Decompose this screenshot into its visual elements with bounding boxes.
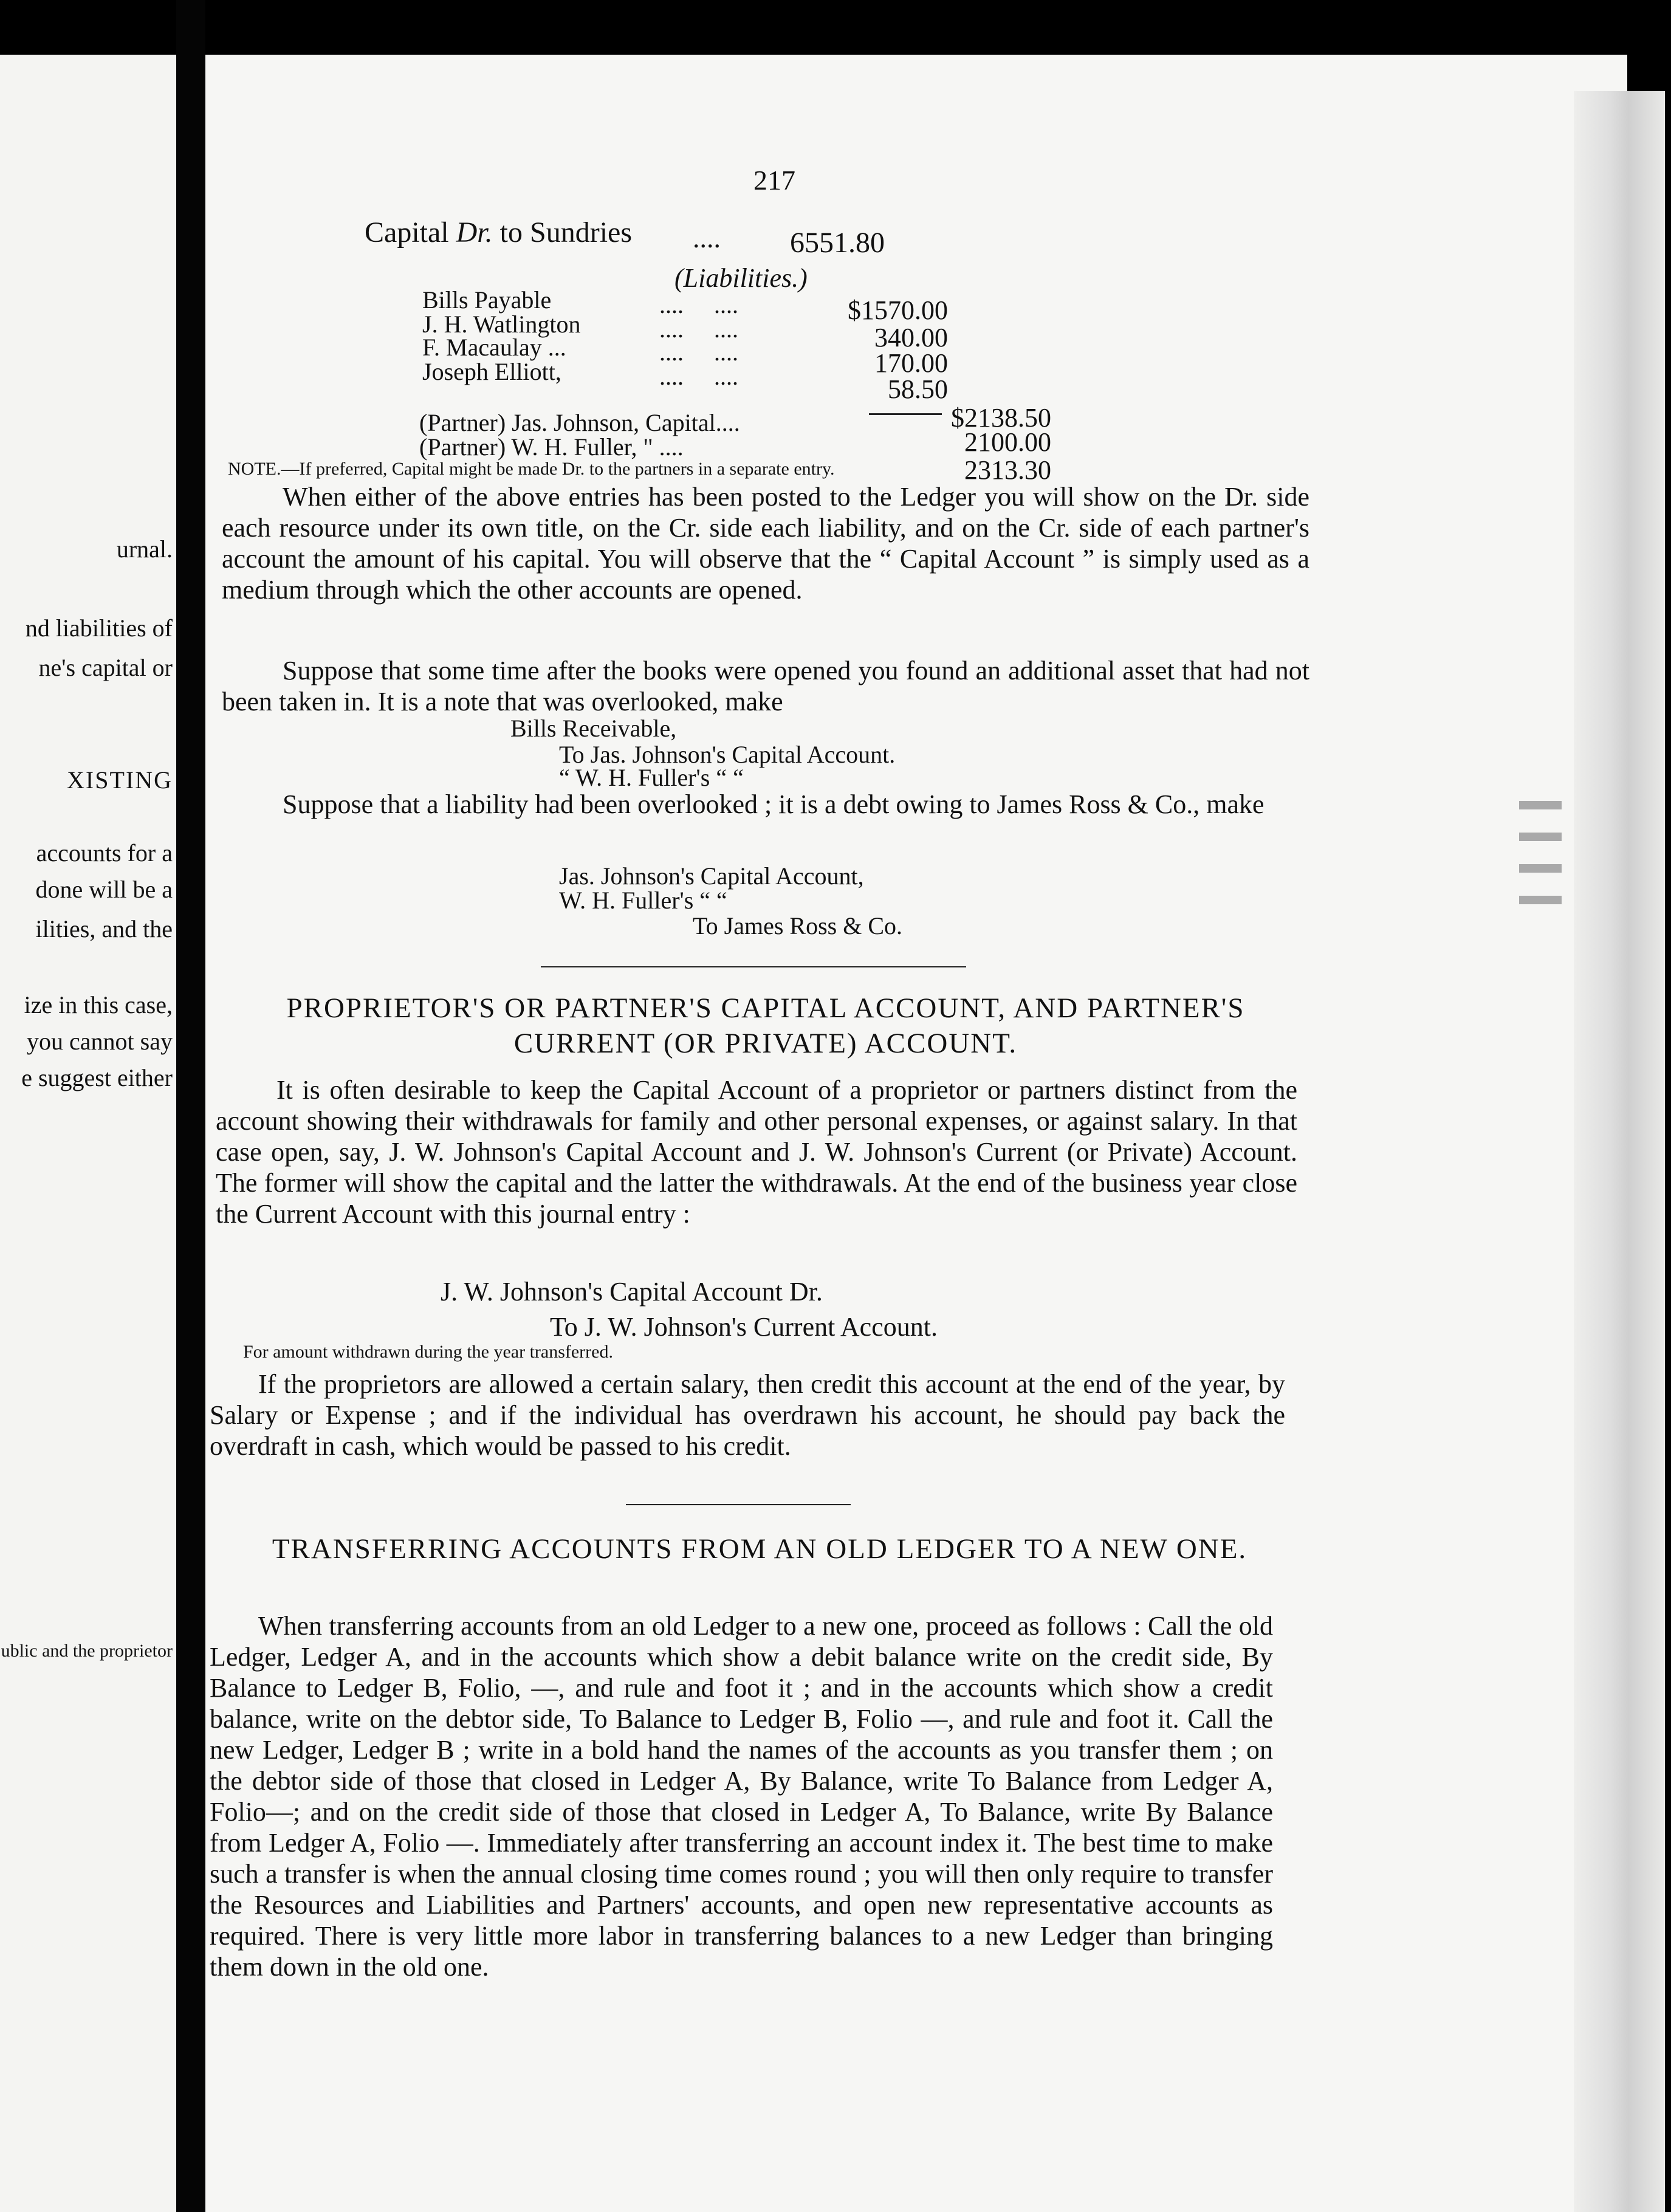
leader-dots: .... .... bbox=[659, 291, 738, 318]
liability-name: F. Macaulay ... bbox=[422, 334, 566, 361]
entry1-note: NOTE.—If preferred, Capital might be made Dr. to the partners in a separate entry. bbox=[228, 459, 835, 479]
entry2-line2: To Jas. Johnson's Capital Account. bbox=[559, 741, 896, 768]
partner2-amount: 2313.30 bbox=[964, 455, 1051, 485]
liability-amount: 340.00 bbox=[874, 323, 948, 352]
section-rule bbox=[626, 1504, 851, 1505]
liability-name: Joseph Elliott, bbox=[422, 358, 561, 385]
left-fragment: ilities, and the bbox=[35, 915, 173, 943]
leader-dots: .... .... bbox=[659, 315, 738, 343]
partner1-line: (Partner) Jas. Johnson, Capital.... bbox=[419, 409, 740, 436]
edge-marks bbox=[1507, 778, 1574, 936]
leader-dots: .... .... bbox=[659, 363, 738, 390]
entry1-header: Capital Dr. to Sundries bbox=[365, 216, 633, 249]
left-facing-page bbox=[0, 55, 176, 2212]
left-fragment: ize in this case, bbox=[24, 991, 173, 1018]
subtotal-rule bbox=[869, 413, 942, 415]
entry4-line1: J. W. Johnson's Capital Account Dr. bbox=[441, 1277, 823, 1307]
entry4-note: For amount withdrawn during the year transferred. bbox=[243, 1342, 613, 1362]
entry3-line2: W. H. Fuller's “ “ bbox=[559, 887, 727, 914]
paragraph-transferring: When transferring accounts from an old Ledger to a new one, proceed as follows : Call the old Ledger, Ledger A, and in the accounts which show a debit balance write on the credit side, By Balance to Ledger B, Folio, —, and rule and foot it ; and in the accounts which show a credit balance, write on the debtor side, To Balance to Ledger B, Folio —, and rule and foot it. Call the new Ledger, Ledger B ; write in a bold hand the names of the accounts as you transfer them ; on the debtor side of those that closed in Ledger A, By Balance, write To Balance from Ledger A, Folio—; and on the credit side of those that closed in Ledger A, To Balance, write By Balance from Ledger A, Folio —. Immediately after transferring an account index it. The best time to make such a transfer is when the annual closing time comes round ; you will then only require to transfer the Resources and Liabilities and Partners' accounts, and open new representative accounts as required. There is very little more labor in transferring balances to a new Ledger than bringing them down in the old one. bbox=[210, 1611, 1273, 1982]
partner2-line: (Partner) W. H. Fuller, " .... bbox=[419, 433, 684, 461]
entry2-line1: Bills Receivable, bbox=[510, 715, 677, 742]
liability-name: Bills Payable bbox=[422, 286, 552, 314]
entry1-dots: .... bbox=[693, 222, 721, 253]
liability-amount: 58.50 bbox=[888, 374, 948, 404]
left-fragment: ublic and the proprietor bbox=[1, 1641, 173, 1661]
book-gutter bbox=[176, 0, 205, 2212]
paragraph-current-account: It is often desirable to keep the Capital Account of a proprietor or partners distinct from the account showing their withdrawals for family and other personal expenses, or against salary. In that case open, say, J. W. Johnson's Capital Account and J. W. Johnson's Current (or Private) Account. The former will show the capital and the latter the withdrawals. At the end of the business year close the Current Account with this journal entry : bbox=[216, 1075, 1297, 1229]
left-fragment: XISTING bbox=[67, 766, 173, 794]
leader-dots: .... .... bbox=[659, 338, 738, 366]
left-fragment: nd liabilities of bbox=[25, 614, 173, 642]
left-fragment: you cannot say bbox=[27, 1028, 173, 1055]
heading-transferring-accounts: TRANSFERRING ACCOUNTS FROM AN OLD LEDGER TO A NEW ONE. bbox=[272, 1533, 1247, 1565]
entry1-total: 6551.80 bbox=[790, 227, 885, 259]
section-rule bbox=[541, 966, 966, 967]
paragraph-liability-overlooked: Suppose that a liability had been overlooked ; it is a debt owing to James Ross & Co., make bbox=[283, 789, 1264, 819]
liabilities-label: (Liabilities.) bbox=[674, 263, 808, 293]
left-fragment: urnal. bbox=[116, 535, 173, 563]
entry3-line3: To James Ross & Co. bbox=[693, 912, 902, 939]
paragraph-posting: When either of the above entries has been posted to the Ledger you will show on the Dr. side each resource under its own title, on the Cr. side each liability, and on the Cr. side of each partner's account the amount of his capital. You will observe that the “ Capital Account ” is simply used as a medium through which the other accounts are opened. bbox=[222, 482, 1309, 605]
liability-amount: $1570.00 bbox=[848, 295, 948, 325]
paragraph-salary: If the proprietors are allowed a certain salary, then credit this account at the end of the year, by Salary or Expense ; and if the individual has overdrawn his account, he should pay back the overdraft in cash, which would be passed to his credit. bbox=[210, 1369, 1285, 1461]
entry4-line2: To J. W. Johnson's Current Account. bbox=[550, 1312, 938, 1342]
liability-subtotal: $2138.50 bbox=[951, 403, 1051, 433]
entry2-line3: “ W. H. Fuller's “ “ bbox=[559, 764, 744, 791]
page-edge bbox=[1574, 91, 1665, 2212]
heading-capital-current-account: PROPRIETOR'S OR PARTNER'S CAPITAL ACCOUNT, AND PARTNER'S CURRENT (OR PRIVATE) ACCOUNT. bbox=[286, 992, 1245, 1059]
liability-amount: 170.00 bbox=[874, 348, 948, 378]
page-number: 217 bbox=[753, 165, 795, 196]
paragraph-asset-overlooked: Suppose that some time after the books were opened you found an additional asset that had not been taken in. It is a note that was overlooked, make bbox=[222, 656, 1309, 716]
left-fragment: accounts for a bbox=[36, 839, 173, 867]
left-fragment: ne's capital or bbox=[38, 654, 173, 681]
entry3-line1: Jas. Johnson's Capital Account, bbox=[559, 862, 864, 890]
partner1-amount: 2100.00 bbox=[964, 427, 1051, 457]
liability-name: J. H. Watlington bbox=[422, 311, 581, 338]
left-fragment: e suggest either bbox=[21, 1064, 173, 1091]
left-fragment: done will be a bbox=[35, 876, 173, 903]
